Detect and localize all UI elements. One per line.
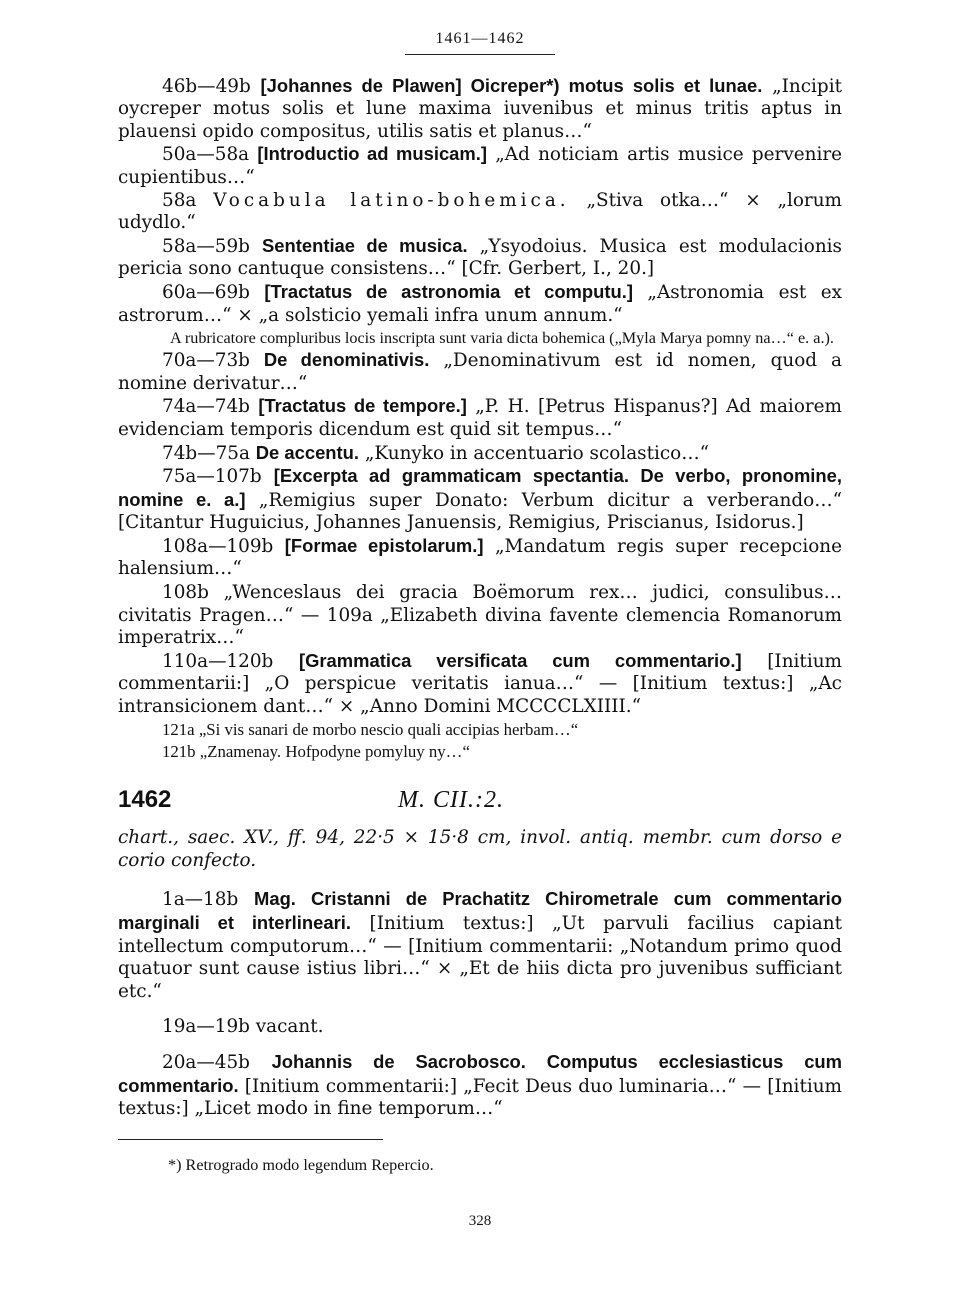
entry-50a: [118, 143, 842, 189]
footnote-rule: [118, 1139, 383, 1140]
entries-1461: [118, 75, 842, 763]
folio-ref: 58a: [162, 189, 214, 211]
entry-title: Vocabula latino-bohemica.: [213, 189, 570, 211]
footnote: *) Retrogrado modo legendum Repercio.: [168, 1155, 434, 1174]
entry-46b: [118, 75, 842, 144]
document-page: [118, 28, 842, 1233]
folio-ref: 58a—59b: [162, 235, 262, 257]
entry-text: „Ysyodoius. Musica est modulacionis pericia sono cantuque consistens…“ [Cfr. Gerbert, I., 20.]: [118, 235, 842, 280]
entry-121a: 121a „Si vis sanari de morbo nescio quali accipias herbam…“: [162, 719, 579, 739]
folio-ref: 74b—75a: [162, 442, 256, 464]
entry-text: vacant.: [255, 1016, 324, 1038]
entry-title: [Tractatus de tempore.]: [258, 395, 467, 417]
entry-108b: [118, 581, 842, 650]
entry-title: De denominativis.: [263, 349, 430, 371]
entry-70a: [118, 349, 842, 395]
folio-ref: 108a—109b: [162, 535, 285, 557]
entry-title: Johannis de Sacrobosco. Computus ecclesiasticus cum commentario.: [118, 1050, 843, 1096]
entry-text: „Ad noticiam artis musice pervenire cupientibus…“: [118, 144, 842, 188]
entry-text: [Initium commentarii:] „O perspicue veritatis ianua…“ — [Initium textus:] „Ac intransicionem dant…“ × „Anno Domini MCCCCLXIIII.“: [118, 650, 842, 718]
folio-ref: 74a—74b: [162, 396, 259, 418]
entry-title: [Excerpta ad grammaticam spectantia. De verbo, pronomine, nomine e. a.]: [118, 465, 842, 510]
entry-text: „P. H. [Petrus Hispanus?] Ad maiorem evidenciam temporis dicendum est quid sit tempus…“: [118, 396, 842, 440]
entry-108a: [118, 535, 842, 581]
folio-ref: 110a—120b: [162, 650, 299, 672]
entry-110a: [118, 650, 842, 719]
entry-20a: [118, 1051, 842, 1121]
entry-title: [Grammatica versificata cum commentario.]: [298, 649, 742, 671]
running-header: 1461—1462: [405, 28, 555, 55]
codex-description: chart., saec. XV., ff. 94, 22·5 × 15·8 cm, invol. antiq. membr. cum dorso e corio confecto.: [118, 827, 842, 871]
folio-ref: 20a—45b: [162, 1051, 272, 1073]
section-number: 1462: [118, 785, 172, 813]
entry-title: [Johannes de Plawen] Oicreper*) motus solis et lunae.: [260, 74, 763, 96]
entry-74b: [118, 442, 842, 466]
page-number: 328: [468, 1213, 492, 1230]
entry-text: „Kunyko in accentuario scolastico…“: [359, 442, 710, 464]
folio-ref: 108b: [162, 582, 224, 604]
shelfmark: M. CII.:2.: [398, 786, 504, 813]
entry-text: „Wenceslaus dei gracia Boëmorum rex… judici, consulibus… civitatis Pragen…“ — 109a „Elizabeth divina favente clemencia Romanorum imperatrix…“: [118, 582, 842, 649]
entry-19a: [118, 1015, 842, 1039]
entry-74a: [118, 395, 842, 441]
folio-ref: 60a—69b: [162, 281, 265, 303]
entry-text: „Mandatum regis super recepcione halensium…“: [118, 535, 842, 580]
entry-title: [Tractatus de astronomia et computu.]: [264, 280, 633, 302]
entry-title: De accentu.: [255, 441, 360, 463]
entry-text: [Initium textus:] „Ut parvuli facilius capiant intellectum computorum…“ — [Initium commentarii: „Notandum primo quod quatuor sunt cause istius libri…“ × „Et de hiis dicta pro juvenibus sufficiant etc.“: [118, 913, 842, 1002]
folio-ref: 1a—18b: [162, 889, 255, 911]
folio-ref: 50a—58a: [162, 144, 258, 166]
rubric-note: A rubricatore compluribus locis inscripta sunt varia dicta bohemica („Myla Marya pomny na…“ e. a.).: [170, 329, 834, 348]
entry-title: Mag. Cristanni de Prachatitz Chirometrale cum commentario marginali et interlineari.: [118, 888, 842, 933]
entry-75a: [118, 465, 842, 535]
entry-text: „Remigius super Donato: Verbum dicitur a verberando…“ [Citantur Huguicius, Johannes Januensis, Remigius, Priscianus, Isidorus.]: [118, 489, 842, 534]
folio-ref: 75a—107b: [162, 466, 274, 488]
entry-text: „Astronomia est ex astrorum…“ × „a solsticio yemali infra unum annum.“: [118, 281, 842, 326]
entry-1a: [118, 888, 842, 1003]
entry-121b: 121b „Znamenay. Hofpodyne pomyluy ny…“: [162, 741, 470, 761]
entry-title: [Introductio ad musicam.]: [257, 143, 487, 165]
entry-text: [Initium commentarii:] „Fecit Deus duo luminaria…“ — [Initium textus:] „Licet modo in fine temporum…“: [118, 1075, 842, 1120]
entry-60a: [118, 281, 842, 327]
folio-ref: 19a—19b: [162, 1016, 256, 1038]
entry-58a-vocabula: [118, 190, 842, 235]
entry-title: [Formae epistolarum.]: [284, 534, 484, 556]
folio-ref: 46b—49b: [162, 75, 261, 97]
section-heading: [118, 785, 842, 813]
folio-ref: 70a—73b: [162, 350, 264, 372]
entries-1462: [118, 888, 842, 1120]
entry-58a-sententiae: [118, 235, 842, 281]
entry-title: Sententiae de musica.: [262, 234, 468, 256]
entry-text: „Stiva otka…“ × „lorum udydlo.“: [118, 189, 842, 234]
entry-text: „Denominativum est id nomen, quod a nomine derivatur…“: [118, 350, 842, 394]
entry-text: „Incipit oycreper motus solis et lune maxima iuvenibus et minus tritis aptus in plauensi opido compositus, utilis satis et planus…“: [118, 75, 842, 142]
